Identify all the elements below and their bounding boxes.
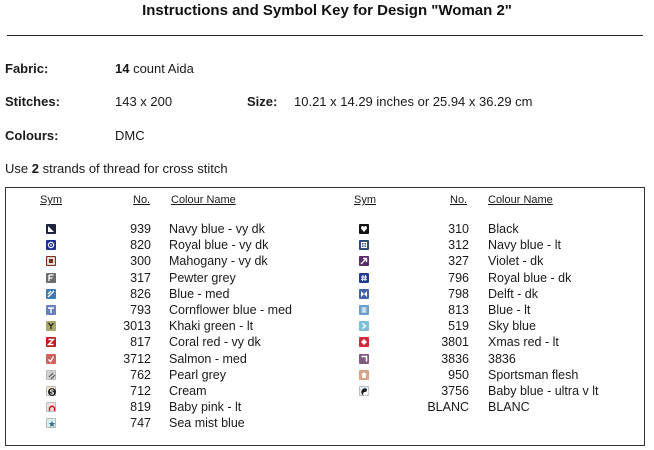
stitches-value: 143 x 200 [115, 94, 173, 109]
colour-name: Baby pink - lt [169, 400, 242, 415]
thread-number: 3013 [123, 319, 151, 334]
thread-number: 820 [130, 238, 151, 253]
table-row [6, 367, 644, 383]
diamond-icon [359, 337, 369, 347]
thread-number: 317 [130, 270, 151, 285]
table-row [6, 318, 644, 334]
thread-number: 793 [130, 303, 151, 317]
heart-icon [359, 224, 369, 234]
thread-number: 762 [130, 367, 151, 382]
colour-name: Baby blue - ultra v lt [488, 384, 599, 398]
fabric-type: count Aida [129, 61, 194, 76]
colour-name: Royal blue - dk [488, 270, 572, 285]
header-sym-right: Sym [354, 194, 376, 206]
symbol-key-table [5, 187, 645, 446]
size-label: Size: [247, 94, 278, 109]
title-divider [7, 35, 643, 36]
arrow-icon [359, 256, 369, 266]
colour-name: Cream [169, 384, 207, 398]
thread-number: 826 [130, 286, 151, 301]
none-icon [359, 402, 369, 412]
colours-value: DMC [115, 128, 145, 143]
colours-label: Colours: [5, 128, 59, 143]
star-icon [46, 418, 56, 428]
thread-number: 3836 [441, 351, 469, 366]
fabric-count: 14 [115, 61, 130, 76]
thread-number: 327 [448, 254, 469, 269]
yin-icon [359, 386, 369, 396]
house-icon [359, 370, 369, 380]
colour-name: Navy blue - lt [488, 238, 561, 253]
thread-number: 796 [448, 270, 469, 285]
colour-name: Sea mist blue [169, 416, 245, 431]
colour-name: 3836 [488, 351, 516, 366]
thread-number: 939 [130, 222, 151, 236]
strand-count: 2 [31, 161, 39, 176]
table-row [6, 399, 644, 415]
colour-name: Khaki green - lt [169, 319, 254, 334]
bowtie-icon [359, 289, 369, 299]
thread-number: 519 [448, 319, 469, 334]
thread-number: 310 [448, 222, 469, 236]
table-row [6, 351, 644, 367]
colour-name: Sky blue [488, 319, 536, 334]
thread-number: 3756 [441, 384, 469, 398]
thread-number: 3801 [441, 335, 469, 350]
table-row [6, 221, 644, 237]
thread-number: 819 [130, 400, 151, 415]
hash-icon [359, 273, 369, 283]
thread-number: 813 [448, 303, 469, 317]
colour-name: Xmas red - lt [488, 335, 559, 350]
table-row [6, 237, 644, 253]
colour-name: Mahogany - vy dk [169, 254, 268, 269]
table-row [6, 334, 644, 350]
colour-name: Black [488, 222, 519, 236]
fabric-label: Fabric: [5, 61, 49, 76]
colour-name: Salmon - med [169, 351, 247, 366]
thread-number: 747 [130, 416, 151, 431]
colour-name: Coral red - vy dk [169, 335, 261, 350]
thread-number: 712 [130, 384, 151, 398]
page-title: Instructions and Symbol Key for Design "Woman 2" [142, 2, 512, 19]
colour-name: Pewter grey [169, 270, 236, 285]
header-name-right: Colour Name [488, 194, 553, 206]
thread-number: 817 [130, 335, 151, 350]
colour-name: Delft - dk [488, 286, 539, 301]
header-sym-left: Sym [40, 194, 62, 206]
thread-number: 312 [448, 238, 469, 253]
table-row [6, 286, 644, 302]
thread-number: 3712 [123, 351, 151, 366]
cross-icon [359, 240, 369, 250]
table-row [6, 253, 644, 269]
colour-name: Violet - dk [488, 254, 544, 269]
table-row [6, 270, 644, 286]
size-value: 10.21 x 14.29 inches or 25.94 x 36.29 cm [294, 94, 533, 109]
thread-number: 300 [130, 254, 151, 269]
table-row [6, 302, 644, 318]
colour-name: Navy blue - vy dk [169, 222, 265, 236]
thread-number: BLANC [427, 400, 469, 415]
colour-name: Pearl grey [169, 367, 226, 382]
thread-number: 950 [448, 367, 469, 382]
instruction-post: strands of thread for cross stitch [38, 161, 228, 176]
table-row [6, 415, 644, 431]
colour-name: Royal blue - vy dk [169, 238, 269, 253]
header-no-left: No. [133, 194, 151, 206]
table-row [6, 383, 644, 399]
grid-icon [359, 305, 369, 315]
colour-name: Cornflower blue - med [169, 303, 292, 317]
corner-r-icon [359, 354, 369, 364]
instruction-text [5, 161, 228, 176]
colour-name: Blue - med [169, 286, 230, 301]
instruction-pre: Use [5, 161, 32, 176]
header-no-right: No. [450, 194, 468, 206]
fabric-value [115, 61, 194, 76]
colour-name: Blue - lt [488, 303, 531, 317]
colour-name: Sportsman flesh [488, 367, 579, 382]
chevron-icon [359, 321, 369, 331]
colour-name: BLANC [488, 400, 530, 415]
stitches-label: Stitches: [5, 94, 60, 109]
thread-number: 798 [448, 286, 469, 301]
header-name-left: Colour Name [171, 194, 236, 206]
